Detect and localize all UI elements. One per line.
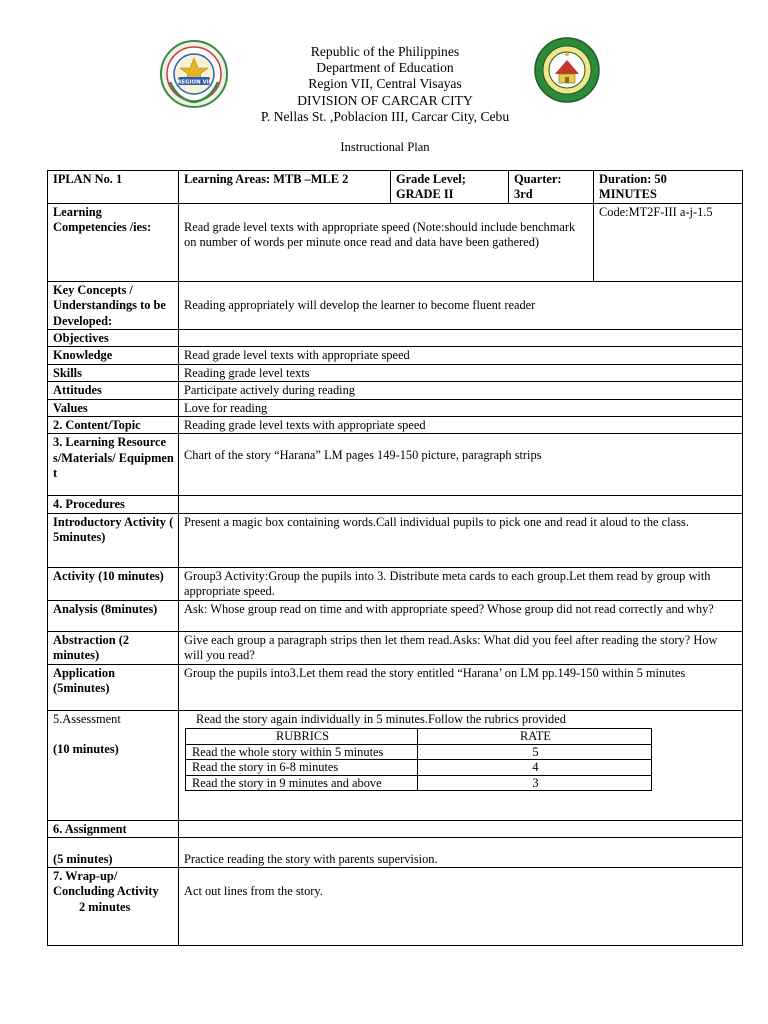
wrapup-cell	[48, 867, 179, 945]
rubrics-header-row	[186, 728, 652, 744]
table-row	[186, 775, 652, 791]
header-line-division: DIVISION OF CARCAR CITY	[297, 92, 473, 108]
content-topic-text: Reading grade level texts with appropriate speed	[179, 417, 743, 434]
abstraction-label: Abstraction (2 minutes)	[48, 631, 179, 664]
table-row	[48, 347, 743, 364]
table-row	[48, 631, 743, 664]
analysis-label: Analysis (8minutes)	[48, 600, 179, 631]
key-concepts-label: Key Concepts / Understandings to be Developed:	[48, 281, 179, 329]
table-row	[48, 496, 743, 513]
table-row	[48, 837, 743, 867]
attitudes-text: Participate actively during reading	[179, 382, 743, 399]
wrapup-text: Act out lines from the story.	[179, 867, 743, 945]
table-row	[186, 744, 652, 760]
assignment-empty	[179, 820, 743, 837]
competencies-text: Read grade level texts with appropriate speed (Note:should include benchmark on number of words per minute once read and data have been gathered)	[179, 203, 594, 281]
rate-header: RATE	[418, 728, 652, 744]
document-header	[200, 44, 570, 125]
header-line-department: Department of Education	[316, 60, 454, 76]
header-line-region: Region VII, Central Visayas	[308, 76, 462, 92]
application-label: Application (5minutes)	[48, 664, 179, 710]
duration-value: MINUTES	[599, 187, 657, 202]
competencies-label: Learning Competencies /ies:	[48, 203, 179, 281]
skills-text: Reading grade level texts	[179, 364, 743, 381]
assignment-label: 6. Assignment	[48, 820, 179, 837]
skills-label: Skills	[48, 364, 179, 381]
competency-code: Code:MT2F-III a-j-1.5	[594, 203, 743, 281]
table-row	[48, 434, 743, 496]
table-row	[48, 203, 743, 281]
wrapup-label: 7. Wrap-up/ Concluding Activity	[53, 868, 159, 899]
rubric-criteria: Read the whole story within 5 minutes	[186, 744, 418, 760]
iplan-number: IPLAN No. 1	[48, 171, 179, 204]
procedures-label: 4. Procedures	[48, 496, 179, 513]
assessment-cell	[48, 710, 179, 820]
header-line-republic: Republic of the Philippines	[310, 44, 460, 59]
duration-label: Duration: 50	[599, 172, 667, 186]
rubric-criteria: Read the story in 6-8 minutes	[186, 760, 418, 776]
rubric-rate: 5	[418, 744, 652, 760]
table-row	[48, 867, 743, 945]
rubrics-table	[185, 728, 652, 791]
resources-text: Chart of the story “Harana” LM pages 149-150 picture, paragraph strips	[179, 434, 743, 496]
key-concepts-text: Reading appropriately will develop the learner to become fluent reader	[179, 281, 743, 329]
table-row	[48, 281, 743, 329]
rubric-criteria: Read the story in 9 minutes and above	[186, 775, 418, 791]
header-line-address: P. Nellas St. ,Poblacion III, Carcar City, Cebu	[260, 108, 510, 124]
assessment-content	[179, 710, 743, 820]
table-row	[48, 664, 743, 710]
quarter	[509, 171, 594, 204]
table-row	[48, 513, 743, 567]
resources-label: 3. Learning Resources/Materials/ Equipment	[48, 434, 179, 496]
application-text: Group the pupils into3.Let them read the story entitled “Harana’ on LM pp.149-150 within 5 minutes	[179, 664, 743, 710]
table-row	[48, 710, 743, 820]
table-row	[48, 567, 743, 600]
assessment-label: 5.Assessment	[53, 711, 121, 726]
analysis-text: Ask: Whose group read on time and with appropriate speed? Whose group did not read correctly and why?	[179, 600, 743, 631]
assessment-time: (10 minutes)	[53, 741, 119, 756]
table-row	[48, 364, 743, 381]
values-text: Love for reading	[179, 399, 743, 416]
instructional-plan-table	[47, 170, 743, 946]
table-row	[48, 417, 743, 434]
grade-level-label: Grade Level;	[396, 172, 466, 186]
knowledge-label: Knowledge	[48, 347, 179, 364]
activity-label: Activity (10 minutes)	[48, 567, 179, 600]
page-title: Instructional Plan	[340, 140, 430, 154]
quarter-value: 3rd	[514, 187, 533, 202]
rubric-rate: 3	[418, 775, 652, 791]
table-row	[186, 760, 652, 776]
table-row	[48, 382, 743, 399]
table-row	[48, 399, 743, 416]
objectives-label: Objectives	[48, 330, 179, 347]
knowledge-text: Read grade level texts with appropriate speed	[179, 347, 743, 364]
activity-text: Group3 Activity:Group the pupils into 3. Distribute meta cards to each group.Let them read by group with appropriate speed.	[179, 567, 743, 600]
grade-level	[391, 171, 509, 204]
content-topic-label: 2. Content/Topic	[48, 417, 179, 434]
table-row	[48, 820, 743, 837]
abstraction-text: Give each group a paragraph strips then let them read.Asks: What did you feel after reading the story? How will you read?	[179, 631, 743, 664]
values-label: Values	[48, 399, 179, 416]
table-row	[48, 330, 743, 347]
objectives-empty	[179, 330, 743, 347]
duration	[594, 171, 743, 204]
logo-left-text: REGION VII	[177, 79, 211, 86]
attitudes-label: Attitudes	[48, 382, 179, 399]
grade-level-value: GRADE II	[396, 187, 454, 202]
introductory-activity-text: Present a magic box containing words.Call individual pupils to pick one and read it aloud to the class.	[179, 513, 743, 567]
wrapup-time: 2 minutes	[79, 899, 131, 914]
assessment-text: Read the story again individually in 5 minutes.Follow the rubrics provided	[196, 711, 566, 726]
table-row	[48, 600, 743, 631]
quarter-label: Quarter:	[514, 172, 562, 186]
rubrics-header: RUBRICS	[186, 728, 418, 744]
assignment-text: Practice reading the story with parents supervision.	[179, 837, 743, 867]
assignment-time: (5 minutes)	[48, 837, 179, 867]
learning-areas: Learning Areas: MTB –MLE 2	[179, 171, 391, 204]
rubric-rate: 4	[418, 760, 652, 776]
table-row	[48, 171, 743, 204]
introductory-activity-label: Introductory Activity ( 5minutes)	[48, 513, 179, 567]
procedures-empty	[179, 496, 743, 513]
